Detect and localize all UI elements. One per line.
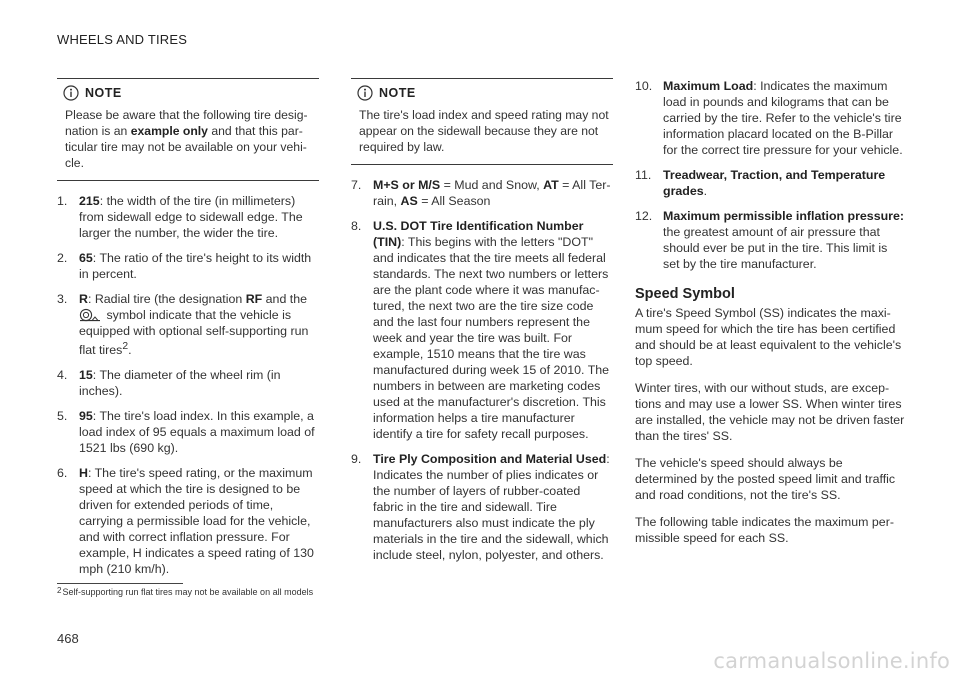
item-term: M+S or M/S — [373, 178, 441, 192]
list-item — [57, 291, 319, 358]
run-flat-tire-icon — [79, 308, 101, 322]
page-number: 468 — [57, 631, 79, 646]
item-number: 7. — [351, 178, 362, 192]
item-number: 11. — [635, 168, 652, 182]
page-header: WHEELS AND TIRES — [57, 32, 188, 47]
item-number: 4. — [57, 368, 68, 383]
item-number: 12. — [635, 209, 653, 223]
item-text: = Mud and Snow, — [440, 178, 544, 192]
item-number: 8. — [351, 219, 362, 233]
watermark: carmanualsonline.info — [713, 649, 950, 673]
list-item — [635, 167, 905, 199]
note-body — [63, 107, 315, 171]
item-term: Maximum permissible inflation pressure: — [663, 209, 904, 223]
footnote-text: Self-supporting run flat tires may not be available on all models — [62, 587, 314, 597]
note-body: The tire's load index and speed rating may not appear on the sidewall because they are not required by law. — [359, 108, 609, 154]
column-middle — [351, 78, 613, 572]
item-term: AT — [543, 178, 559, 192]
item-text: : Indicates the number of plies indicates or the number of layers of rubber-coated fabric in the tire and sidewall. Tire manufacturers also must indicate the ply materials in the tire and the sidewall, which include steel, nylon, polyester, and others. — [373, 452, 610, 562]
tire-designation-list-continued — [351, 177, 613, 563]
item-text: : The tire's speed rating, or the maximum speed at which the tire is designed to be driven for extended periods of time, carrying a permissible load for the vehicle, and with correct inflation pressure. For example, H indicates a speed rating of 130 mph (210 km/h). — [79, 466, 314, 577]
item-text: : This begins with the letters "DOT" and indicates that the tire meets all federal standards. The next two numbers or letters are the plant code where it was manufactured, the next two are the tire size code and the last four numbers represent the week and year the tire was built. For example, 1510 means that the tire was manufactured during week 15 of 2010. The numbers in between are marketing codes used at the manufacturer's discretion. This information helps a tire manufacturer identify a tire for safety recall purposes. — [373, 235, 610, 441]
note-header — [63, 83, 315, 103]
item-number: 1. — [57, 194, 68, 208]
item-text: : Indicates the maximum load in pounds and kilograms that can be carried by the tire. Refer to the vehicle's tire information placard located on the B-Pillar for the correct tire pressure for your vehicle. — [663, 79, 903, 157]
item-term: Treadwear, Traction, and Temperature grades — [663, 168, 886, 198]
item-text: : Radial tire (the designation — [87, 292, 246, 306]
footnote-divider — [57, 583, 183, 584]
paragraph: The vehicle's speed should always be determined by the posted speed limit and traffic and road conditions, not the tire's SS. — [635, 456, 896, 502]
item-text: the greatest amount of air pressure that should ever be put in the tire. This limit is set by the tire manufacturer. — [663, 225, 888, 271]
paragraph: Winter tires, with our without studs, are exceptions and may use a lower SS. When winter tires are installed, the vehicle may not be driven faster than the tires' SS. — [635, 381, 905, 443]
note-title: NOTE — [85, 86, 122, 100]
item-text: = All Terrain, — [373, 178, 611, 208]
item-term: Tire Ply Composition and Material Used — [373, 452, 607, 466]
item-text: . — [128, 343, 132, 358]
item-term: 215 — [79, 194, 100, 208]
section-title-speed-symbol: Speed Symbol — [635, 286, 735, 302]
note-box-load-index — [351, 78, 613, 165]
list-item — [57, 250, 319, 282]
footnote — [57, 586, 313, 597]
info-icon — [63, 85, 79, 101]
list-item — [57, 408, 319, 456]
column-right — [635, 78, 905, 557]
footnote-mark: 2 — [57, 586, 62, 595]
item-number: 10. — [635, 79, 653, 93]
list-item — [57, 465, 319, 577]
list-item — [635, 208, 905, 272]
note-text: Please be aware that the following tire designation is an — [65, 108, 308, 138]
item-text: : The diameter of the wheel rim (in inches). — [79, 368, 281, 399]
item-number: 3. — [57, 292, 68, 306]
list-item — [57, 367, 319, 399]
info-icon — [357, 85, 373, 101]
item-text: = All Season — [417, 194, 491, 208]
item-number: 2. — [57, 251, 68, 265]
item-text: . — [703, 184, 708, 198]
paragraph: A tire's Speed Symbol (SS) indicates the maximum speed for which the tire has been certified and should be at least equivalent to the vehicle's top speed. — [635, 306, 902, 368]
item-text: symbol indicate that the vehicle is equipped with optional self-supporting run flat tires — [79, 308, 309, 358]
list-item — [635, 78, 905, 158]
item-text: : The ratio of the tire's height to its width in percent. — [79, 251, 312, 281]
item-number: 6. — [57, 466, 68, 481]
item-text: : The tire's load index. In this example, a load index of 95 equals a maximum load of 1521 lbs (690 kg). — [79, 409, 315, 456]
item-text: : the width of the tire (in millimeters) from sidewall edge to sidewall edge. The larger the number, the wider the tire. — [79, 194, 303, 240]
item-term: Maximum Load — [663, 79, 754, 93]
tire-designation-list-end — [635, 78, 905, 272]
paragraph: The following table indicates the maximum permissible speed for each SS. — [635, 515, 894, 545]
note-text: and that this particular tire may not be available on your vehicle. — [65, 124, 307, 170]
item-term: 65 — [79, 251, 93, 265]
note-emphasis: example only — [130, 124, 208, 138]
item-term: RF — [245, 292, 263, 306]
note-title: NOTE — [379, 86, 416, 100]
column-left — [57, 78, 319, 586]
item-term: R — [79, 292, 88, 306]
item-term: AS — [400, 194, 418, 208]
item-number: 9. — [351, 452, 362, 466]
list-item — [57, 193, 319, 241]
footnote-ref: 2 — [122, 341, 129, 352]
list-item — [351, 451, 613, 563]
item-term: 95 — [79, 409, 93, 424]
note-box-example — [57, 78, 319, 181]
item-term: H — [79, 466, 88, 481]
tire-designation-list — [57, 193, 319, 577]
list-item — [351, 218, 613, 442]
list-item — [351, 177, 613, 209]
note-header — [357, 83, 609, 103]
item-number: 5. — [57, 409, 68, 424]
item-term: U.S. DOT Tire Identification Number (TIN) — [373, 219, 584, 249]
item-term: 15 — [79, 368, 93, 383]
item-text: and the — [262, 292, 308, 306]
